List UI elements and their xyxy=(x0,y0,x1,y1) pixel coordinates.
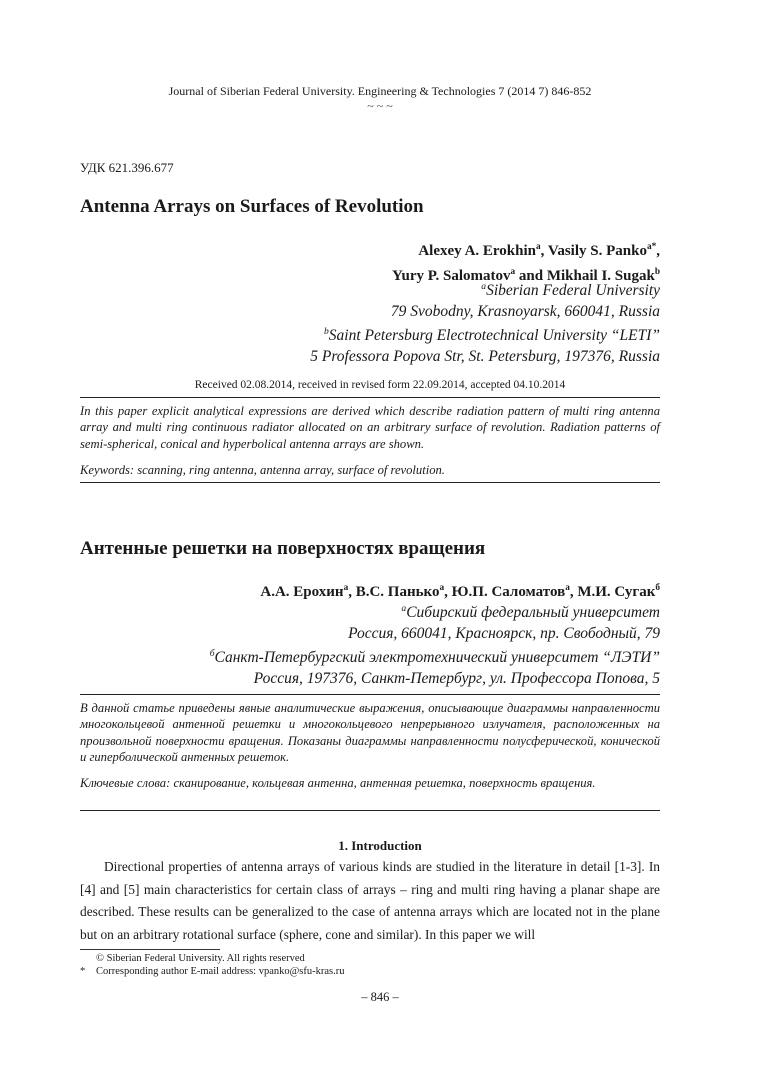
english-title: Antenna Arrays on Surfaces of Revolution xyxy=(80,196,424,217)
section-heading-introduction: 1. Introduction xyxy=(338,838,422,853)
russian-authors: А.А. Ерохин$^а$, В.С. Панько$^а$, Ю.П. Саломатов$^а$, М.И. Сугак$^б$ xyxy=(260,583,660,600)
russian-abstract-rule-bottom xyxy=(80,810,660,811)
received-dates: Received 02.08.2014, received in revised form 22.09.2014, accepted 04.10.2014 xyxy=(194,379,566,391)
page-number: – 846 – xyxy=(361,990,399,1004)
footnote-corresponding: * Corresponding author E-mail address: vpanko@sfu-kras.ru xyxy=(80,966,345,977)
russian-affiliation-1-address: Россия, 660041, Красноярск, пр. Свободный, 79 xyxy=(348,624,660,642)
introduction-paragraph: Directional properties of antenna arrays of various kinds are studied in the literature in detail [1-3]. In [4] and [5] main characteristics for certain class of arrays – ring and multi ring having a planar shape are described. These results can be generalized to the case of antenna arrays which are located not in the plane but on an arbitrary rotational surface (sphere, cone and similar). In this paper we will xyxy=(80,859,660,942)
russian-keywords: Ключевые слова: сканирование, кольцевая антенна, антенная решетка, поверхность вращения. xyxy=(80,776,596,790)
footnote-marker: * xyxy=(80,966,86,977)
english-abstract: In this paper explicit analytical expressions are derived which describe radiation pattern of multi ring antenna array and multi ring continuous radiator allocated on an arbitrary surface of revolution. Radiation patterns of semi-spherical, conical and hyperbolical antenna arrays are shown. xyxy=(80,404,660,451)
footnote-rule xyxy=(80,949,220,950)
russian-abstract: В данной статье приведены явные аналитические выражения, описывающие диаграммы направленности многокольцевой антенной решетки и многокольцевого непрерывного излучателя, расположенных на произвольной поверхности вращения. Показаны диаграммы направленности полусферической, конической и гиперболической антенных решеток. xyxy=(80,701,660,765)
udk-code: УДК 621.396.677 xyxy=(80,160,174,175)
english-affiliation-2-address: 5 Professora Popova Str, St. Petersburg, 197376, Russia xyxy=(310,348,660,366)
english-affiliation-1-address: 79 Svobodny, Krasnoyarsk, 660041, Russia xyxy=(390,302,660,320)
abstract-rule-top xyxy=(80,397,660,398)
english-keywords: Keywords: scanning, ring antenna, antenna array, surface of revolution. xyxy=(80,463,445,477)
english-affiliation-2: $^b$Saint Petersburg Electrotechnical University “LETI” xyxy=(324,326,660,345)
introduction-body xyxy=(80,856,660,946)
russian-affiliations xyxy=(210,599,660,690)
russian-affiliation-2: $^б$Санкт-Петербургский электротехнический университет “ЛЭТИ” xyxy=(209,648,660,667)
russian-abstract-rule-top xyxy=(80,694,660,695)
russian-title: Антенные решетки на поверхностях вращения xyxy=(80,538,486,559)
russian-affiliation-2-address: Россия, 197376, Санкт-Петербург, ул. Профессора Попова, 5 xyxy=(253,670,660,688)
english-authors-line2: Yury P. Salomatov$^a$ and Mikhail I. Sugak$^b$ xyxy=(392,267,660,284)
header-separator: ~ ~ ~ xyxy=(367,99,393,113)
english-affiliations xyxy=(310,277,660,368)
footnote-copyright: © Siberian Federal University. All rights reserved xyxy=(96,953,305,964)
english-authors-line1: Alexey A. Erokhin$^a$, Vasily S. Panko$^{a*}$, xyxy=(418,242,660,259)
russian-affiliation-1: $^а$Сибирский федеральный университет xyxy=(401,603,660,622)
journal-header: Journal of Siberian Federal University. Engineering & Technologies 7 (2014 7) 846-852 xyxy=(168,84,592,98)
english-affiliation-1: $^a$Siberian Federal University xyxy=(481,281,660,300)
abstract-rule-bottom xyxy=(80,482,660,483)
